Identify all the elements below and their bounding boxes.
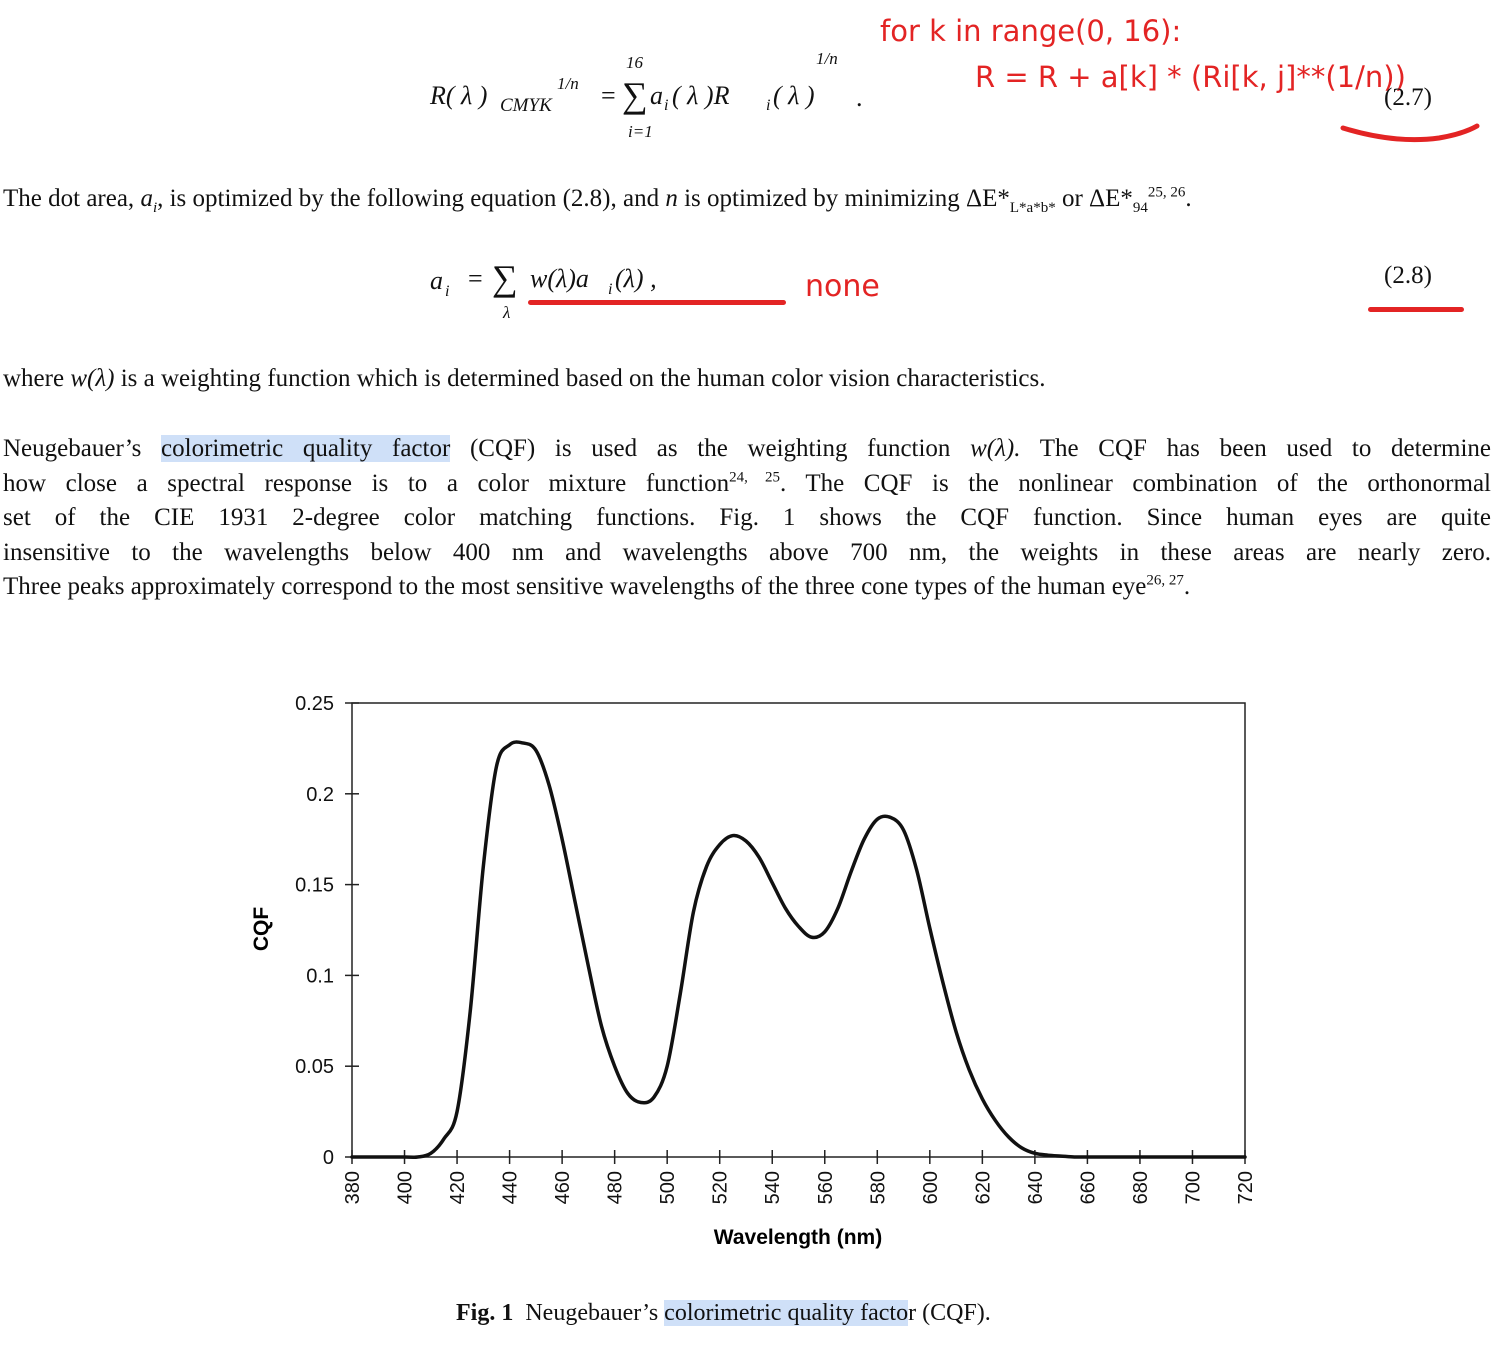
x-tick-label: 500	[657, 1171, 680, 1205]
eq28-lhs: a	[430, 266, 443, 295]
cqf-line-4: insensitive to the wavelengths below 400 nm and wavelengths above 700 nm, the weights in these areas are nearly zero.	[3, 538, 1491, 566]
eq27-equals: =	[601, 81, 616, 110]
eq28-sum-bottom: λ	[503, 303, 511, 322]
citation-superscript: 25, 26	[1147, 184, 1186, 201]
x-tick-label: 380	[342, 1171, 364, 1205]
eq28-lhs-sub: i	[445, 283, 450, 300]
series-line-cqf	[352, 742, 1245, 1157]
x-tick-label: 580	[867, 1171, 890, 1205]
cqf-line-5	[3, 570, 1491, 605]
text: , is optimized by the following equation (2.8), and	[157, 185, 666, 212]
text: is optimized by minimizing ΔE*	[677, 185, 1010, 212]
cqf-chart	[0, 680, 1500, 1270]
text: r (CQF).	[908, 1300, 991, 1326]
var-a-sub: i	[152, 200, 158, 216]
text: Three peaks approximately correspond to the most sensitive wavelengths of the three cone types of the human eye	[3, 573, 1147, 600]
highlight-term: colorimetric quality factor	[161, 435, 451, 462]
annotation-underline-27	[1335, 118, 1485, 154]
text: is a weighting function which is determined based on the human color vision characteristics.	[114, 365, 1046, 392]
x-tick-label: 560	[814, 1171, 837, 1205]
text: The dot area,	[3, 185, 141, 212]
eq27-period: .	[856, 83, 863, 112]
annotation-none: none	[805, 269, 880, 304]
figure-caption	[456, 1300, 991, 1327]
equation-number-2-7: (2.7)	[1384, 84, 1432, 111]
y-tick-label: 0.15	[295, 874, 334, 897]
var-w: w(λ).	[970, 435, 1021, 462]
eq27-lhs-exp: 1/n	[557, 74, 579, 93]
y-axis-label: CQF	[250, 906, 273, 952]
eq27-rhs-a-arg: ( λ )R	[672, 81, 730, 110]
eq27-rhs-r-arg: ( λ )	[773, 81, 815, 110]
x-tick-label: 700	[1182, 1171, 1205, 1205]
var-n: n	[665, 185, 678, 212]
x-tick-label: 420	[447, 1171, 470, 1205]
eq27-lhs-sub: CMYK	[500, 95, 552, 116]
paragraph-where	[3, 362, 1046, 397]
y-tick-label: 0.1	[306, 965, 334, 988]
x-tick-label: 440	[499, 1171, 522, 1205]
text: (CQF) is used as the weighting function	[450, 435, 971, 462]
equation-number-2-8: (2.8)	[1384, 262, 1432, 289]
x-tick-label: 640	[1024, 1171, 1047, 1205]
annotation-underline-28-eq	[528, 300, 786, 305]
text: .	[1185, 185, 1192, 212]
x-tick-label: 720	[1235, 1171, 1257, 1205]
x-tick-label: 600	[919, 1171, 942, 1205]
eq27-rhs-r-sub: i	[766, 97, 771, 114]
text: s	[648, 1300, 665, 1326]
text: where	[3, 365, 71, 392]
text: Neugebauer’s	[3, 435, 162, 462]
text: . The CQF is the nonlinear combination of the orthonormal	[779, 469, 1491, 497]
text: .	[1183, 573, 1191, 600]
paragraph-dot-area	[3, 182, 1493, 217]
citation-superscript: 26, 27	[1146, 572, 1184, 589]
eq27-sum-symbol: ∑	[622, 75, 648, 115]
eq28-rhs-w: w(λ)a	[530, 264, 589, 293]
x-tick-label: 460	[552, 1171, 575, 1205]
eq28-equals: =	[468, 264, 483, 293]
eq28-rhs-sub: i	[608, 281, 613, 298]
text: or ΔE*	[1055, 185, 1133, 212]
x-tick-label: 620	[972, 1171, 995, 1205]
x-tick-label: 480	[604, 1171, 627, 1205]
eq28-sum-symbol: ∑	[492, 258, 518, 298]
x-tick-label: 660	[1077, 1171, 1100, 1205]
text: The CQF has been used to determine	[1020, 435, 1492, 462]
x-tick-label: 680	[1129, 1171, 1152, 1205]
y-tick-label: 0	[322, 1147, 334, 1169]
annotation-underline-28-num	[1368, 307, 1464, 312]
citation-superscript: 24, 25	[729, 469, 780, 486]
eq27-rhs-a: a	[650, 81, 663, 110]
caption-label: Fig. 1	[456, 1300, 514, 1326]
var-a: a	[140, 185, 153, 212]
subscript-94: 94	[1132, 200, 1148, 216]
paragraph-cqf	[3, 432, 1491, 605]
eq27-rhs-a-sub: i	[664, 97, 669, 114]
y-tick-label: 0.25	[295, 693, 334, 715]
annotation-code-line2: R = R + a[k] * (Ri[k, j]**(1/n))	[975, 60, 1406, 94]
y-tick-label: 0.2	[306, 783, 334, 806]
cqf-line-3: set of the CIE 1931 2-degree color matching functions. Fig. 1 shows the CQF function. Since human eyes are quite	[3, 504, 1491, 531]
cqf-line-1	[3, 432, 1491, 467]
x-tick-label: 540	[762, 1171, 785, 1205]
subscript-lab: L*a*b*	[1009, 200, 1056, 216]
plot-frame	[352, 703, 1245, 1157]
eq27-lhs-base: R( λ )	[430, 81, 488, 110]
y-tick-label: 0.05	[295, 1056, 334, 1079]
x-tick-label: 520	[709, 1171, 732, 1205]
x-tick-label: 400	[394, 1171, 417, 1205]
eq28-rhs-end: (λ) ,	[615, 264, 657, 293]
text: Neugebauer’	[513, 1300, 649, 1326]
eq27-rhs-exp: 1/n	[816, 49, 838, 68]
eq27-sum-top: 16	[626, 53, 643, 72]
highlight-term: colorimetric quality facto	[664, 1300, 909, 1326]
x-axis-label: Wavelength (nm)	[713, 1226, 883, 1249]
annotation-code-line1: for k in range(0, 16):	[880, 14, 1182, 48]
cqf-line-2	[3, 467, 1491, 502]
eq27-sum-bottom: i=1	[628, 122, 653, 141]
text: how close a spectral response is to a color mixture function	[3, 469, 730, 497]
var-w: w(λ)	[70, 365, 115, 392]
